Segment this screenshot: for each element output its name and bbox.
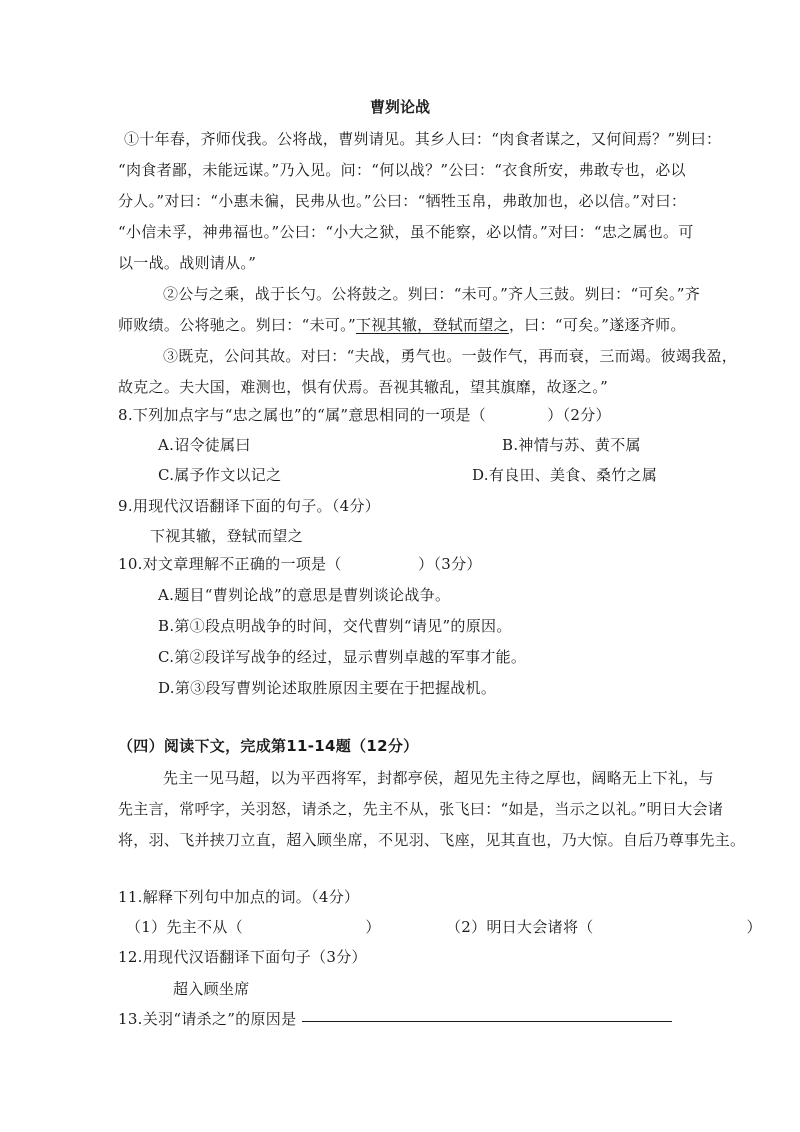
q10-option-a: A.题目“曹刿论战”的意思是曹刿谈论战争。: [158, 586, 451, 604]
passage-p3-line1: ③既克，公问其故。对曰：“夫战，勇气也。一鼓作气，再而衰，三而竭。彼竭我盈，: [163, 347, 738, 365]
passage-p2-line2-end: ，曰：“可矣。”遂逐齐师。: [508, 316, 686, 334]
q12-sentence: 超入顾坐席: [173, 980, 250, 998]
passage-p2-line1: ②公与之乘，战于长勺。公将鼓之。刿曰：“未可。”齐人三鼓。刿曰：“可矣。”齐: [163, 285, 701, 303]
q10-option-d: D.第③段写曹刿论述取胜原因主要在于把握战机。: [158, 679, 497, 697]
passage-p1-line5: 以一战。战则请从。”: [118, 254, 257, 272]
passage-p2-line2: [118, 314, 686, 336]
q8-option-d: D.有良田、美食、桑竹之属: [472, 466, 658, 484]
q8-option-b: B.神情与苏、黄不属: [502, 436, 641, 454]
passage-p1-line1: ①十年春，齐师伐我。公将战，曹刿请见。其乡人曰：“肉食者谋之，又何间焉？”刿曰：: [124, 130, 722, 148]
passage-title: 曹刿论战: [369, 98, 430, 116]
q10-option-c: C.第②段详写战争的经过，显示曹刿卓越的军事才能。: [158, 648, 527, 666]
q8-option-c: C.属予作文以记之: [158, 466, 282, 484]
q11-item1: （1）先主不从（ ）: [126, 918, 381, 936]
q13-answer-line[interactable]: [302, 1021, 672, 1022]
q13-stem: 13.关羽“请杀之”的原因是: [118, 1010, 297, 1028]
passage-p1-line2: “肉食者鄙，未能远谋。”乃入见。问：“何以战？”公曰：“衣食所安，弗敢专也，必以: [118, 161, 686, 179]
section4-heading: （四）阅读下文，完成第11-14题（12分）: [118, 737, 419, 755]
q9-stem: 9.用现代汉语翻译下面的句子。（4分）: [118, 497, 381, 515]
q11-stem: 11.解释下列句中加点的词。（4分）: [118, 888, 360, 906]
section4-line2: 先主言，常呼字，关羽怒，请杀之，先主不从，张飞曰：“如是，当示之以礼。”明日大会诸: [118, 800, 724, 818]
q12-stem: 12.用现代汉语翻译下面句子（3分）: [118, 948, 367, 966]
q10-option-b: B.第①段点明战争的时间，交代曹刿“请见”的原因。: [158, 617, 512, 635]
q10-stem: 10.对文章理解不正确的一项是（ ）（3分）: [118, 555, 482, 573]
underlined-sentence: 下视其辙，登轼而望之: [355, 316, 509, 334]
section4-line1: 先主一见马超，以为平西将军，封都亭侯，超见先主待之厚也，阔略无上下礼，与: [163, 769, 714, 787]
passage-p3-line2: 故克之。夫大国，难测也，惧有伏焉。吾视其辙乱，望其旗靡，故逐之。”: [118, 378, 609, 396]
q8-option-a: A.诏令徒属曰: [158, 436, 251, 454]
passage-p1-line4: “小信未孚，神弗福也。”公曰：“小大之狱，虽不能察，必以情。”对曰：“忠之属也。可: [118, 223, 694, 241]
q11-item2: （2）明日大会诸将（ ）: [446, 918, 762, 936]
passage-p2-line2-start: 师败绩。公将驰之。刿曰：“未可。”: [118, 316, 356, 334]
passage-p1-line3: 分人。”对曰：“小惠未徧，民弗从也。”公曰：“牺牲玉帛，弗敢加也，必以信。”对曰：: [118, 192, 687, 210]
q9-sentence: 下视其辙，登轼而望之: [150, 527, 304, 545]
q8-stem: 8.下列加点字与“忠之属也”的“属”意思相同的一项是（ ）（2分）: [118, 406, 611, 424]
section4-line3: 将，羽、飞并挟刀立直，超入顾坐席，不见羽、飞座，见其直也，乃大惊。自后乃尊事先主。: [118, 831, 746, 849]
